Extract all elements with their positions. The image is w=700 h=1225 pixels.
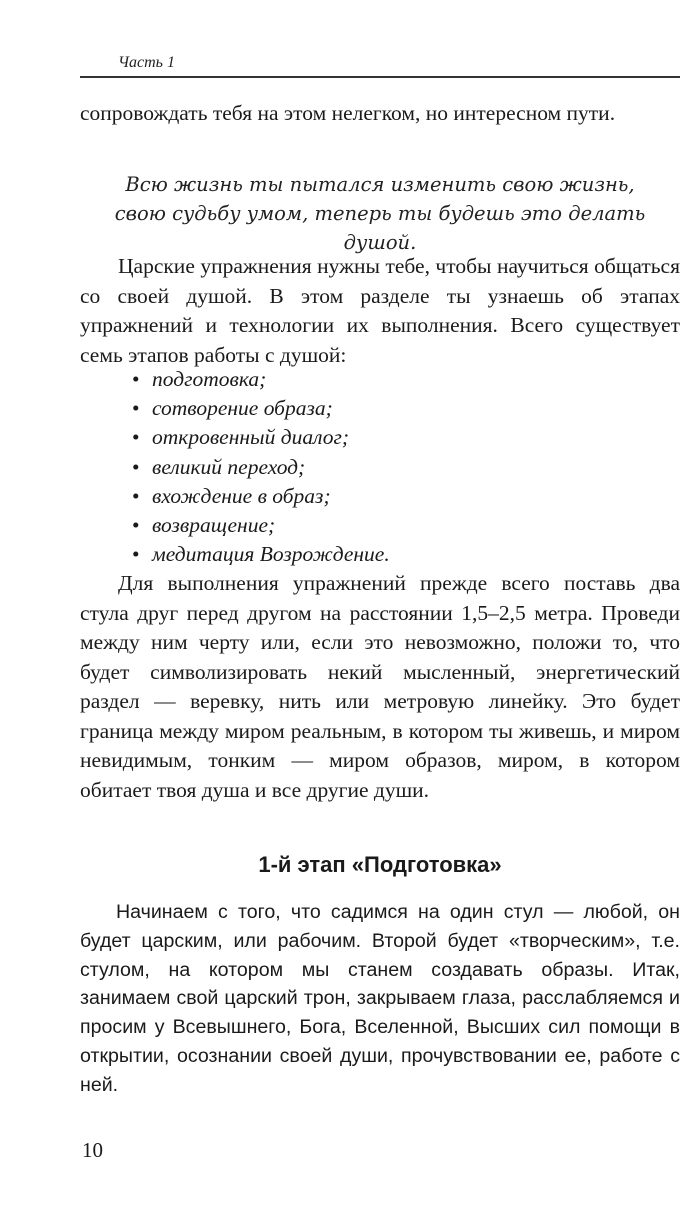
bullet-icon: • [132, 542, 140, 567]
bullet-icon: • [132, 483, 140, 508]
list-item-text: медитация Возрождение. [152, 542, 390, 567]
list-item [130, 394, 390, 423]
paragraph-instructions: Для выполнения упражнений прежде всего поставь два стула друг перед другом на расстоянии 1,5–2,5 метра. Проведи между ним черту или, если это невозможно, положи то, что будет символизировать некий мысленный, энергетический раздел — веревку, нить или метровую линейку. Это будет граница между миром реальным, в котором ты живешь, и миром невидимым, тонким — миром образов, миром, в котором обитает твоя душа и все другие души. [80, 571, 680, 802]
list-item-text: откровенный диалог; [152, 425, 350, 450]
paragraph-intro: Царские упражнения нужны тебе, чтобы научиться общаться со своей душой. В этом разделе ты узнаешь об этапах упражнений и технологии их выполнения. Всего существует семь этапов работы с душой: [80, 254, 680, 367]
list-item [130, 423, 390, 452]
list-item-text: подготовка; [152, 367, 267, 391]
running-head: Часть 1 [118, 54, 175, 71]
list-item-text: сотворение образа; [152, 396, 333, 421]
header-rule [80, 76, 680, 78]
stages-list [130, 365, 390, 569]
list-item [130, 482, 390, 511]
epigraph-quote: Всю жизнь ты пытался изменить свою жизнь, свою судьбу умом, теперь ты будешь это делать душой. [114, 173, 646, 254]
bullet-icon: • [132, 454, 140, 479]
bullet-icon: • [132, 425, 140, 450]
list-item-text: вхождение в образ; [152, 483, 331, 508]
section-title: 1-й этап «Подготовка» [258, 852, 502, 877]
paragraph-continuation: сопровождать тебя на этом нелегком, но интересном пути. [80, 101, 616, 125]
list-item [130, 365, 390, 394]
bullet-icon: • [132, 513, 140, 538]
page-number: 10 [82, 1138, 103, 1162]
list-item [130, 511, 390, 540]
list-item [130, 540, 390, 569]
list-item [130, 453, 390, 482]
paragraph-stage-1: Начинаем с того, что садимся на один стул — любой, он будет царским, или рабочим. Второй будет «творческим», т.е. стулом, на котором мы станем создавать образы. Итак, занимаем свой царский трон, закрываем глаза, расслабляемся и просим у Всевышнего, Бога, Вселенной, Высших сил помощи в открытии, осознании своей души, прочувствовании ее, работе с ней. [80, 901, 680, 1096]
list-item-text: великий переход; [152, 454, 306, 479]
bullet-icon: • [132, 367, 140, 391]
bullet-icon: • [132, 396, 140, 421]
list-item-text: возвращение; [152, 513, 276, 538]
